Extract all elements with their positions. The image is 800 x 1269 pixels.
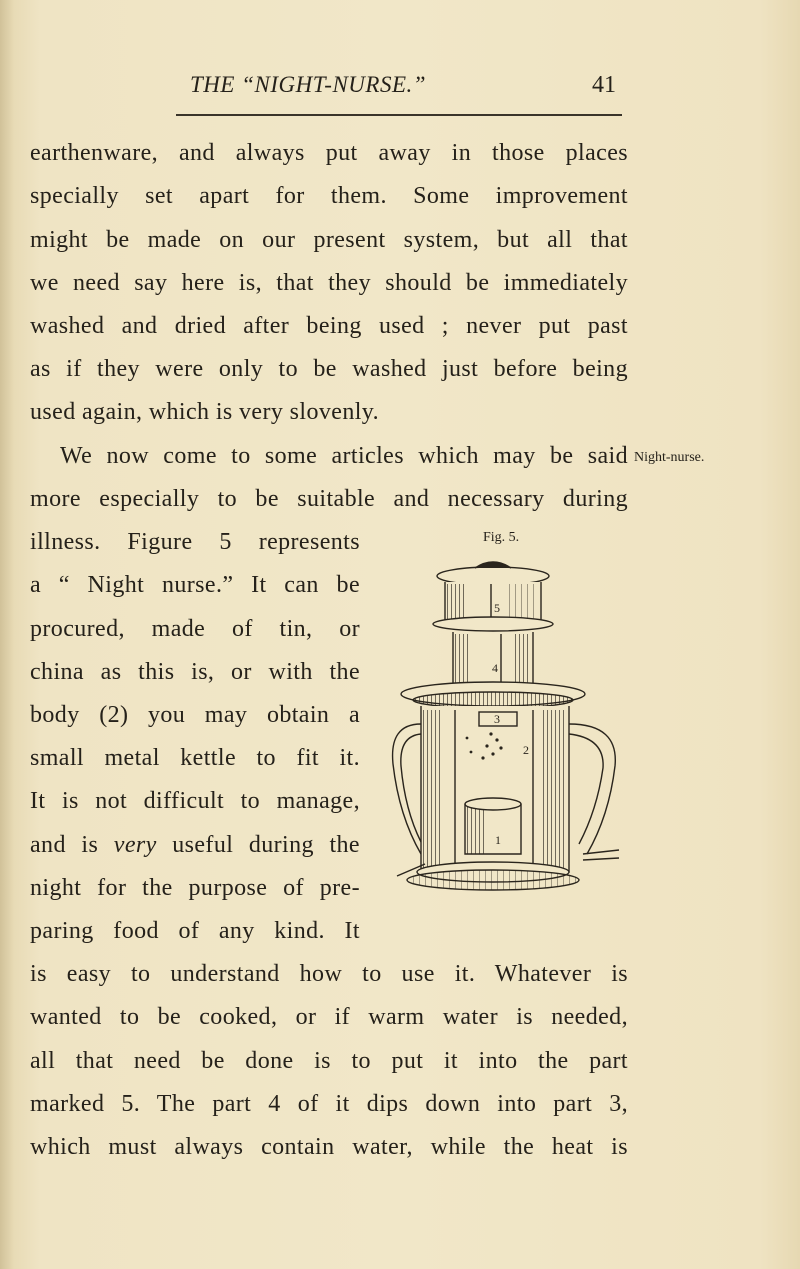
text-line: small metal kettle to fit it.	[30, 745, 360, 771]
text-line: night for the purpose of pre-	[30, 875, 360, 901]
text-line: is easy to understand how to use it. Whatever is	[30, 961, 628, 987]
text-line: china as this is, or with the	[30, 659, 360, 685]
page-header	[0, 72, 800, 102]
margin-note: Night-nurse.	[634, 450, 705, 465]
header-rule	[176, 114, 622, 116]
figure-label: Fig. 5.	[483, 530, 520, 545]
text-line: body (2) you may obtain a	[30, 702, 360, 728]
part-label-1: 1	[495, 833, 501, 847]
text-line: more especially to be suitable and necessary during	[30, 486, 628, 512]
text-line: We now come to some articles which may be said	[60, 443, 628, 469]
text-fragment: useful during the	[156, 832, 360, 858]
text-line: which must always contain water, while the heat is	[30, 1134, 628, 1160]
text-line: all that need be done is to put it into the part	[30, 1048, 628, 1074]
text-line: paring food of any kind. It	[30, 918, 360, 944]
text-line: used again, which is very slovenly.	[30, 399, 380, 425]
emphasis-text: very	[113, 832, 157, 858]
part-label-4: 4	[492, 661, 498, 675]
text-line: we need say here is, that they should be immediately	[30, 270, 628, 296]
text-line: marked 5. The part 4 of it dips down into part 3,	[30, 1091, 628, 1117]
text-line: wanted to be cooked, or if warm water is needed,	[30, 1004, 628, 1030]
text-line: earthenware, and always put away in those places	[30, 140, 628, 166]
text-line: procured, made of tin, or	[30, 616, 360, 642]
text-line	[30, 832, 360, 859]
part-label-2: 2	[523, 743, 529, 757]
part-label-3: 3	[494, 712, 500, 726]
part-label-5: 5	[494, 601, 500, 615]
running-head: THE “NIGHT-NURSE.”	[190, 72, 427, 97]
text-line: specially set apart for them. Some improvement	[30, 183, 628, 209]
text-line: a “ Night nurse.” It can be	[30, 572, 360, 598]
text-line: illness. Figure 5 represents	[30, 529, 360, 555]
night-nurse-illustration	[383, 554, 628, 916]
page-number: 41	[592, 72, 616, 98]
text-line: washed and dried after being used ; never put past	[30, 313, 628, 339]
text-line: might be made on our present system, but all that	[30, 227, 628, 253]
text-fragment: and is	[30, 832, 114, 858]
page-gutter-shadow	[0, 0, 14, 1269]
text-line: It is not difficult to manage,	[30, 788, 360, 814]
text-line: as if they were only to be washed just before being	[30, 356, 628, 382]
figure-drawing	[393, 562, 619, 890]
